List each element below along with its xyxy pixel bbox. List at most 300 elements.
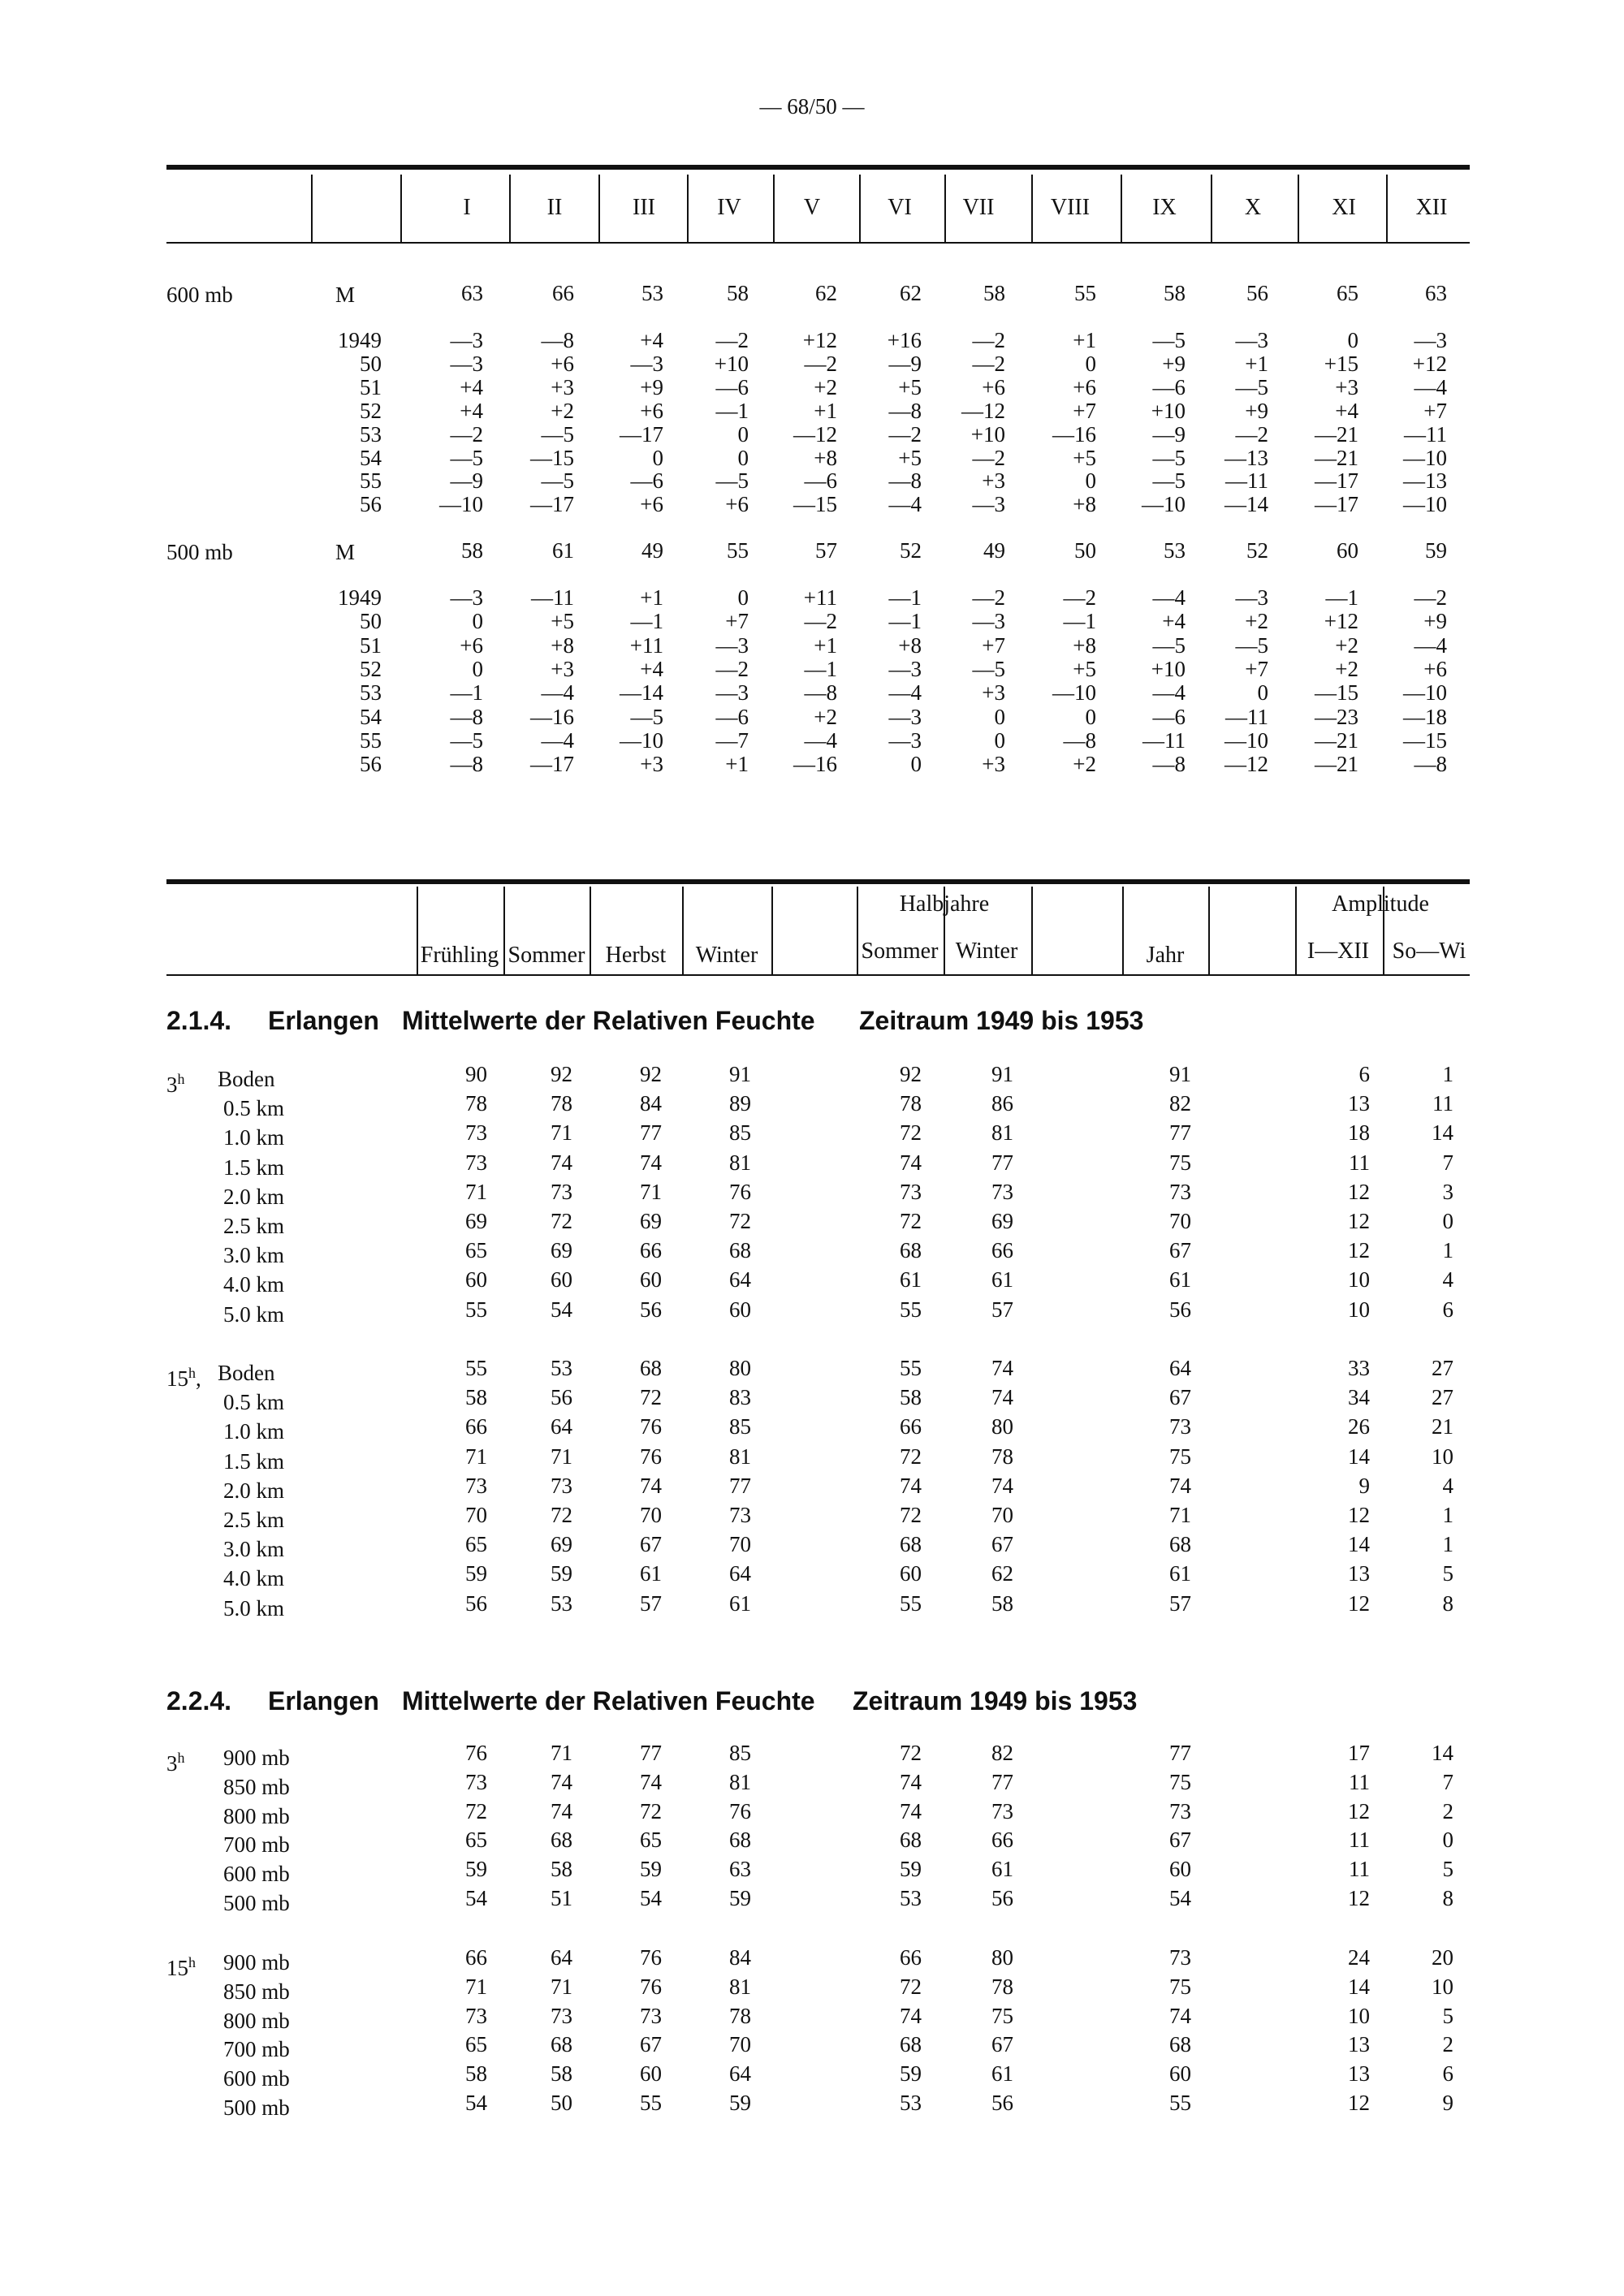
- humidity-value: 65: [465, 1238, 487, 1263]
- year-label: 51: [360, 374, 382, 399]
- humidity-value: 53: [551, 1356, 572, 1380]
- departure-value: —16: [530, 704, 574, 729]
- departure-value: —10: [1142, 492, 1186, 517]
- humidity-value: 65: [465, 1828, 487, 1853]
- row-label: 0.5 km: [223, 1096, 285, 1121]
- departure-value: +3: [1335, 374, 1358, 399]
- row-label: 850 mb: [223, 1774, 290, 1799]
- departure-value: —4: [804, 727, 837, 753]
- departure-value: —18: [1403, 704, 1447, 729]
- humidity-value: 75: [1169, 1444, 1191, 1469]
- season-header-halbjahr-sommer: Sommer: [861, 939, 939, 964]
- section-number: 2.2.4.: [166, 1686, 232, 1716]
- mean-value: 59: [1425, 538, 1447, 563]
- humidity-value: 74: [991, 1356, 1013, 1380]
- departure-value: —12: [1224, 752, 1268, 777]
- section-period: Zeitraum 1949 bis 1953: [853, 1686, 1138, 1716]
- humidity-value: 80: [729, 1356, 751, 1380]
- departure-value: —5: [1152, 632, 1186, 658]
- departure-value: —7: [715, 727, 749, 753]
- time-hour: 15: [166, 1956, 188, 1980]
- departure-value: +6: [551, 351, 574, 376]
- humidity-value: 90: [465, 1062, 487, 1086]
- humidity-value: 74: [640, 1473, 662, 1498]
- humidity-value: 92: [551, 1062, 572, 1086]
- humidity-value: 12: [1348, 2091, 1370, 2115]
- departure-value: 0: [1085, 468, 1096, 494]
- departure-value: —3: [888, 656, 922, 681]
- humidity-value: 53: [900, 1886, 922, 1910]
- humidity-value: 6: [1442, 2061, 1453, 2087]
- humidity-value: 65: [465, 1532, 487, 1557]
- humidity-value: 3: [1442, 1179, 1453, 1204]
- departure-value: +2: [1335, 632, 1358, 658]
- humidity-value: 60: [551, 1267, 572, 1293]
- mean-value: 56: [1246, 281, 1268, 305]
- departure-value: +5: [898, 374, 922, 399]
- humidity-value: 59: [640, 1857, 662, 1882]
- humidity-value: 58: [551, 2061, 572, 2087]
- humidity-value: 71: [1169, 1503, 1191, 1527]
- year-label: 54: [360, 704, 382, 729]
- humidity-value: 69: [551, 1532, 572, 1557]
- departure-value: —10: [1052, 680, 1096, 706]
- humidity-value: 74: [900, 1150, 922, 1175]
- mean-value: 58: [727, 281, 749, 305]
- mean-value: 53: [1164, 538, 1186, 563]
- humidity-value: 71: [465, 1974, 487, 1999]
- departure-value: +3: [982, 752, 1005, 777]
- departure-value: +1: [640, 585, 663, 610]
- humidity-value: 76: [640, 1974, 662, 1999]
- departure-value: +3: [551, 374, 574, 399]
- humidity-value: 7: [1442, 1769, 1453, 1794]
- departure-value: —5: [1152, 468, 1186, 494]
- departure-value: +5: [898, 445, 922, 470]
- humidity-value: 75: [1169, 1150, 1191, 1175]
- humidity-value: 73: [465, 2003, 487, 2028]
- departure-value: +2: [1335, 656, 1358, 681]
- humidity-value: 77: [729, 1473, 751, 1498]
- humidity-value: 73: [900, 1179, 922, 1204]
- time-of-day-label: [166, 1068, 185, 1096]
- humidity-value: 74: [1169, 1473, 1191, 1498]
- humidity-value: 78: [991, 1444, 1013, 1469]
- humidity-value: 69: [465, 1209, 487, 1233]
- humidity-value: 55: [640, 2091, 662, 2115]
- season-header-winter: Winter: [695, 943, 758, 968]
- departure-value: —10: [1403, 680, 1447, 706]
- humidity-value: 66: [900, 1414, 922, 1439]
- humidity-value: 61: [991, 2061, 1013, 2087]
- departure-value: +10: [714, 351, 749, 376]
- departure-value: —1: [450, 680, 483, 706]
- season-header-halbjahre: Halbjahre: [899, 891, 990, 917]
- time-of-day-label: [166, 1362, 201, 1390]
- departure-value: —8: [804, 680, 837, 706]
- departure-value: 0: [472, 609, 483, 634]
- humidity-value: 55: [465, 1297, 487, 1322]
- year-label: 55: [360, 727, 382, 753]
- humidity-value: 64: [1169, 1356, 1191, 1380]
- humidity-value: 76: [640, 1444, 662, 1469]
- row-label: 4.0 km: [223, 1272, 285, 1297]
- row-label: 3.0 km: [223, 1537, 285, 1562]
- mean-label: M: [335, 540, 356, 564]
- mean-value: 65: [1337, 281, 1358, 305]
- humidity-value: 5: [1442, 2003, 1453, 2028]
- departure-value: —3: [715, 632, 749, 658]
- departure-value: —3: [1235, 585, 1268, 610]
- humidity-value: 56: [991, 2091, 1013, 2115]
- month-header-cell: VIII: [1050, 195, 1091, 220]
- humidity-value: 74: [991, 1473, 1013, 1498]
- humidity-value: 72: [900, 1503, 922, 1527]
- humidity-value: 73: [729, 1503, 751, 1527]
- departure-value: —3: [972, 609, 1005, 634]
- departure-value: +9: [1423, 609, 1447, 634]
- humidity-value: 2: [1442, 2032, 1453, 2057]
- departure-value: —5: [1235, 374, 1268, 399]
- humidity-value: 71: [551, 1444, 572, 1469]
- departure-value: —9: [1152, 421, 1186, 447]
- humidity-value: 59: [900, 1857, 922, 1882]
- mean-value: 50: [1074, 538, 1096, 563]
- humidity-value: 62: [991, 1561, 1013, 1586]
- humidity-value: 5: [1442, 1857, 1453, 1882]
- humidity-value: 12: [1348, 1590, 1370, 1616]
- departure-value: —17: [530, 752, 574, 777]
- departure-value: —3: [450, 585, 483, 610]
- humidity-value: 73: [465, 1473, 487, 1498]
- humidity-value: 64: [729, 2061, 751, 2087]
- humidity-value: 10: [1348, 1267, 1370, 1293]
- humidity-value: 55: [900, 1356, 922, 1380]
- humidity-value: 14: [1432, 1741, 1453, 1765]
- humidity-value: 72: [729, 1209, 751, 1233]
- humidity-value: 71: [465, 1444, 487, 1469]
- humidity-value: 54: [640, 1886, 662, 1910]
- row-label: 700 mb: [223, 1832, 290, 1858]
- departure-value: —17: [1315, 468, 1358, 494]
- departure-value: —4: [1152, 585, 1186, 610]
- departure-value: +8: [898, 632, 922, 658]
- header-column-divider: [400, 175, 402, 244]
- humidity-value: 9: [1442, 2091, 1453, 2115]
- humidity-value: 1: [1442, 1238, 1453, 1263]
- departure-value: +5: [1073, 656, 1096, 681]
- humidity-value: 0: [1442, 1209, 1453, 1233]
- year-label: 56: [360, 752, 382, 777]
- humidity-value: 53: [900, 2091, 922, 2115]
- humidity-value: 81: [729, 1150, 751, 1175]
- season-header-sommer: Sommer: [508, 943, 585, 968]
- departure-value: +10: [970, 421, 1005, 447]
- departure-value: —14: [1224, 492, 1268, 517]
- humidity-value: 72: [640, 1798, 662, 1823]
- departure-value: —3: [888, 704, 922, 729]
- humidity-value: 4: [1442, 1267, 1453, 1293]
- departure-value: +11: [803, 585, 837, 610]
- humidity-value: 53: [551, 1590, 572, 1616]
- time-hour-superscript: h: [177, 1071, 185, 1087]
- month-header-cell: XI: [1332, 195, 1356, 220]
- departure-value: +2: [1073, 752, 1096, 777]
- humidity-value: 60: [1169, 1857, 1191, 1882]
- humidity-value: 74: [900, 1769, 922, 1794]
- humidity-value: 77: [991, 1769, 1013, 1794]
- humidity-value: 71: [640, 1179, 662, 1204]
- humidity-value: 68: [900, 2032, 922, 2057]
- humidity-value: 66: [465, 1414, 487, 1439]
- year-label: 50: [360, 609, 382, 634]
- departure-value: —2: [972, 328, 1005, 352]
- header-column-divider: [311, 175, 313, 244]
- departure-value: —1: [630, 609, 663, 634]
- row-label: 2.5 km: [223, 1508, 285, 1532]
- humidity-value: 56: [551, 1385, 572, 1410]
- humidity-value: 24: [1348, 1945, 1370, 1970]
- season-header-herbst: Herbst: [605, 943, 667, 968]
- departure-value: +4: [460, 398, 483, 423]
- departure-value: —2: [1063, 585, 1096, 610]
- humidity-value: 61: [640, 1561, 662, 1586]
- humidity-value: 67: [640, 1532, 662, 1557]
- departure-value: —10: [1224, 727, 1268, 753]
- humidity-value: 72: [551, 1503, 572, 1527]
- departure-value: —5: [450, 727, 483, 753]
- time-hour-superscript: h: [188, 1954, 196, 1970]
- row-label: 900 mb: [223, 1950, 290, 1974]
- humidity-value: 70: [465, 1503, 487, 1527]
- departure-value: —11: [1142, 727, 1186, 753]
- month-header-cell: XII: [1415, 195, 1448, 220]
- section-description: Mittelwerte der Relativen Feuchte: [402, 1686, 815, 1716]
- humidity-value: 11: [1349, 1150, 1370, 1175]
- humidity-value: 13: [1348, 2061, 1370, 2087]
- departure-value: 0: [652, 445, 663, 470]
- month-header-cell: IX: [1152, 195, 1177, 220]
- month-header-cell: VII: [962, 195, 995, 220]
- departure-value: —8: [888, 468, 922, 494]
- mean-value: 53: [641, 281, 663, 305]
- departure-value: —3: [715, 680, 749, 706]
- departure-value: —2: [804, 351, 837, 376]
- humidity-value: 66: [991, 1238, 1013, 1263]
- departure-value: +6: [460, 632, 483, 658]
- departure-value: 0: [737, 585, 749, 610]
- humidity-value: 60: [640, 2061, 662, 2087]
- section-place: Erlangen: [268, 1686, 379, 1716]
- row-label: Boden: [218, 1067, 275, 1091]
- humidity-value: 59: [729, 2091, 751, 2115]
- departure-value: +10: [1151, 656, 1186, 681]
- humidity-value: 78: [900, 1091, 922, 1116]
- departure-value: —15: [1315, 680, 1358, 706]
- departure-value: —4: [541, 727, 574, 753]
- departure-value: +1: [814, 632, 837, 658]
- humidity-value: 8: [1442, 1886, 1453, 1910]
- humidity-value: 10: [1348, 2003, 1370, 2028]
- time-hour: 3: [166, 1751, 178, 1776]
- departure-value: —6: [715, 704, 749, 729]
- humidity-value: 78: [729, 2003, 751, 2028]
- humidity-value: 71: [551, 1741, 572, 1765]
- humidity-value: 60: [1169, 2061, 1191, 2087]
- humidity-value: 91: [991, 1062, 1013, 1086]
- departure-value: —10: [1403, 445, 1447, 470]
- departure-value: —15: [793, 492, 837, 517]
- departure-value: 0: [1257, 680, 1268, 706]
- departure-value: +12: [802, 328, 837, 352]
- humidity-value: 73: [1169, 1798, 1191, 1823]
- humidity-value: 73: [551, 2003, 572, 2028]
- humidity-value: 57: [640, 1590, 662, 1616]
- humidity-value: 66: [640, 1238, 662, 1263]
- departure-value: +2: [551, 398, 574, 423]
- section-place: Erlangen: [268, 1006, 379, 1035]
- humidity-value: 83: [729, 1385, 751, 1410]
- humidity-value: 68: [900, 1828, 922, 1853]
- humidity-value: 72: [551, 1209, 572, 1233]
- year-label: 54: [360, 445, 382, 470]
- humidity-value: 20: [1432, 1945, 1453, 1970]
- departure-value: —5: [715, 468, 749, 494]
- departure-value: —4: [1152, 680, 1186, 706]
- month-header-cell: VI: [888, 195, 912, 220]
- departure-value: —2: [715, 328, 749, 352]
- humidity-value: 74: [551, 1150, 572, 1175]
- departure-value: +6: [982, 374, 1005, 399]
- year-label: 1949: [338, 328, 382, 352]
- humidity-value: 17: [1348, 1741, 1370, 1765]
- humidity-value: 12: [1348, 1886, 1370, 1910]
- humidity-value: 12: [1348, 1209, 1370, 1233]
- month-header-cell: II: [546, 195, 563, 220]
- year-label: 53: [360, 680, 382, 706]
- humidity-value: 60: [729, 1297, 751, 1322]
- departure-value: —10: [620, 727, 663, 753]
- departure-value: —11: [1404, 421, 1447, 447]
- departure-value: —4: [541, 680, 574, 706]
- humidity-value: 60: [640, 1267, 662, 1293]
- season-header-fruehling: Frühling: [420, 943, 499, 968]
- humidity-value: 92: [900, 1062, 922, 1086]
- humidity-value: 77: [1169, 1120, 1191, 1146]
- humidity-value: 54: [1169, 1886, 1191, 1910]
- humidity-value: 75: [991, 2003, 1013, 2028]
- humidity-value: 85: [729, 1741, 751, 1765]
- humidity-value: 6: [1442, 1297, 1453, 1322]
- humidity-value: 11: [1349, 1769, 1370, 1794]
- humidity-value: 68: [900, 1238, 922, 1263]
- humidity-value: 89: [729, 1091, 751, 1116]
- departure-value: —5: [450, 445, 483, 470]
- humidity-value: 54: [465, 1886, 487, 1910]
- humidity-value: 12: [1348, 1238, 1370, 1263]
- departure-value: +9: [1162, 351, 1186, 376]
- departure-value: +3: [551, 656, 574, 681]
- humidity-value: 13: [1348, 1561, 1370, 1586]
- mean-value: 62: [900, 281, 922, 305]
- time-hour-superscript: h: [177, 1750, 185, 1766]
- row-label: 0.5 km: [223, 1390, 285, 1415]
- humidity-value: 73: [551, 1179, 572, 1204]
- departure-value: —5: [541, 421, 574, 447]
- departure-value: —11: [1225, 468, 1268, 494]
- mean-value: 63: [1425, 281, 1447, 305]
- departure-value: —14: [620, 680, 663, 706]
- departure-value: —11: [1225, 704, 1268, 729]
- departure-value: +8: [551, 632, 574, 658]
- row-label: 600 mb: [223, 2066, 290, 2091]
- departure-value: —8: [541, 328, 574, 352]
- humidity-value: 58: [900, 1385, 922, 1410]
- humidity-value: 73: [465, 1150, 487, 1175]
- departure-value: —6: [630, 468, 663, 494]
- humidity-value: 68: [1169, 2032, 1191, 2057]
- humidity-value: 72: [900, 1120, 922, 1146]
- departure-value: —1: [888, 609, 922, 634]
- humidity-value: 71: [551, 1120, 572, 1146]
- departure-value: —4: [1414, 632, 1447, 658]
- humidity-value: 70: [729, 2032, 751, 2057]
- departure-value: +1: [725, 752, 749, 777]
- humidity-value: 67: [991, 1532, 1013, 1557]
- departure-value: —17: [1315, 492, 1358, 517]
- humidity-value: 59: [465, 1857, 487, 1882]
- departure-value: —3: [630, 351, 663, 376]
- humidity-value: 73: [1169, 1179, 1191, 1204]
- humidity-value: 68: [900, 1532, 922, 1557]
- humidity-value: 73: [640, 2003, 662, 2028]
- section-period: Zeitraum 1949 bis 1953: [859, 1006, 1144, 1035]
- top-table-header-rule: [166, 242, 1470, 244]
- humidity-value: 12: [1348, 1798, 1370, 1823]
- departure-value: 0: [1085, 351, 1096, 376]
- mean-value: 49: [641, 538, 663, 563]
- departure-value: +6: [725, 492, 749, 517]
- row-label: 700 mb: [223, 2037, 290, 2062]
- humidity-value: 2: [1442, 1798, 1453, 1823]
- departure-value: +12: [1412, 351, 1447, 376]
- humidity-value: 57: [991, 1297, 1013, 1322]
- humidity-value: 75: [1169, 1974, 1191, 1999]
- humidity-value: 56: [1169, 1297, 1191, 1322]
- humidity-value: 61: [1169, 1561, 1191, 1586]
- humidity-value: 73: [1169, 1945, 1191, 1970]
- humidity-value: 56: [465, 1590, 487, 1616]
- row-label: 4.0 km: [223, 1566, 285, 1591]
- humidity-value: 64: [551, 1945, 572, 1970]
- humidity-value: 60: [900, 1561, 922, 1586]
- departure-value: —16: [1052, 421, 1096, 447]
- row-label: 5.0 km: [223, 1595, 285, 1621]
- departure-value: +6: [640, 398, 663, 423]
- departure-value: —17: [530, 492, 574, 517]
- humidity-value: 73: [465, 1120, 487, 1146]
- mean-value: 57: [815, 538, 837, 563]
- departure-value: +2: [814, 704, 837, 729]
- departure-value: —5: [1152, 445, 1186, 470]
- departure-value: —10: [1403, 492, 1447, 517]
- departure-value: —2: [715, 656, 749, 681]
- row-label: 3.0 km: [223, 1243, 285, 1268]
- humidity-value: 50: [551, 2091, 572, 2115]
- row-label: 600 mb: [223, 1862, 290, 1887]
- humidity-value: 5: [1442, 1561, 1453, 1586]
- humidity-value: 68: [729, 1828, 751, 1853]
